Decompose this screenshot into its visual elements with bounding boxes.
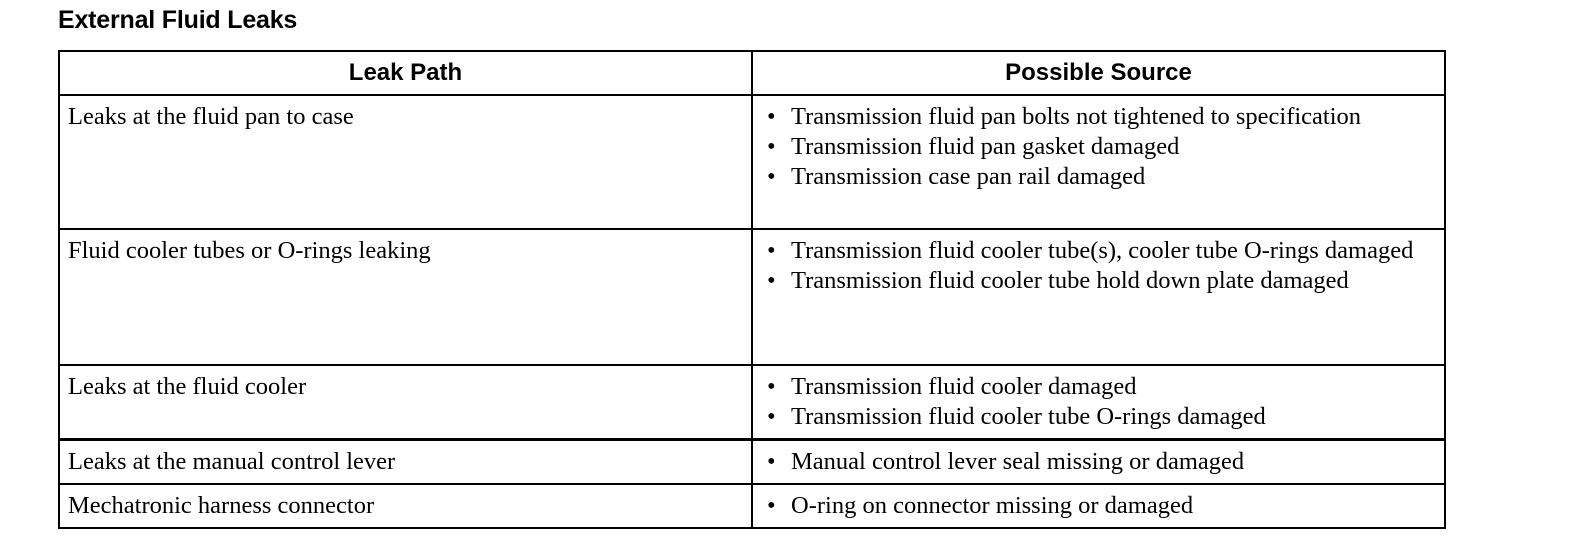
possible-source-cell: [752, 95, 1445, 229]
table-header-row: [59, 51, 1445, 95]
bullet-icon: •: [767, 492, 776, 519]
source-text: Transmission fluid pan bolts not tightened to specification: [791, 103, 1362, 130]
bullet-icon: •: [767, 237, 776, 264]
source-text: Transmission fluid cooler tube O-rings damaged: [791, 403, 1266, 430]
source-text: Transmission fluid cooler tube hold down plate damaged: [791, 267, 1349, 294]
bullet-icon: •: [767, 403, 776, 430]
leak-path-cell: [59, 484, 752, 528]
leak-path-text: Fluid cooler tubes or O-rings leaking: [68, 237, 431, 264]
list-item: [767, 162, 1434, 192]
possible-source-cell: [752, 484, 1445, 528]
leak-path-cell: [59, 95, 752, 229]
source-text: Manual control lever seal missing or damaged: [791, 448, 1245, 475]
list-item: [767, 102, 1434, 132]
source-text: O-ring on connector missing or damaged: [791, 492, 1194, 519]
source-list: [753, 366, 1444, 438]
leak-path-cell: [59, 365, 752, 440]
source-text: Transmission case pan rail damaged: [791, 163, 1146, 190]
list-item: [767, 372, 1434, 402]
bullet-icon: •: [767, 373, 776, 400]
source-list: [753, 96, 1444, 198]
section-title: External Fluid Leaks: [58, 6, 298, 34]
table-row: [59, 95, 1445, 229]
list-item: [767, 132, 1434, 162]
leak-path-text: Leaks at the manual control lever: [68, 448, 396, 475]
column-header-possible-source: Possible Source: [752, 51, 1445, 95]
list-item: [767, 266, 1434, 296]
leak-path-cell: [59, 440, 752, 485]
leak-path-cell: [59, 229, 752, 365]
bullet-icon: •: [767, 163, 776, 190]
leaks-table: [58, 50, 1446, 529]
list-item: [767, 236, 1434, 266]
table-row: [59, 440, 1445, 485]
bullet-icon: •: [767, 267, 776, 294]
table-row: [59, 484, 1445, 528]
leak-path-text: Leaks at the fluid pan to case: [68, 103, 354, 130]
table-row: [59, 229, 1445, 365]
bullet-icon: •: [767, 448, 776, 475]
source-text: Transmission fluid pan gasket damaged: [791, 133, 1180, 160]
column-header-leak-path: Leak Path: [59, 51, 752, 95]
possible-source-cell: [752, 229, 1445, 365]
bullet-icon: •: [767, 103, 776, 130]
source-list: [753, 230, 1444, 302]
possible-source-cell: [752, 440, 1445, 485]
list-item: [767, 402, 1434, 432]
source-list: [753, 441, 1444, 483]
source-text: Transmission fluid cooler damaged: [791, 373, 1137, 400]
source-list: [753, 485, 1444, 527]
leak-path-text: Leaks at the fluid cooler: [68, 373, 307, 400]
list-item: [767, 447, 1434, 477]
bullet-icon: •: [767, 133, 776, 160]
source-text: Transmission fluid cooler tube(s), cooler tube O-rings damaged: [791, 237, 1414, 264]
leak-path-text: Mechatronic harness connector: [68, 492, 375, 519]
possible-source-cell: [752, 365, 1445, 440]
list-item: [767, 491, 1434, 521]
table-row: [59, 365, 1445, 440]
